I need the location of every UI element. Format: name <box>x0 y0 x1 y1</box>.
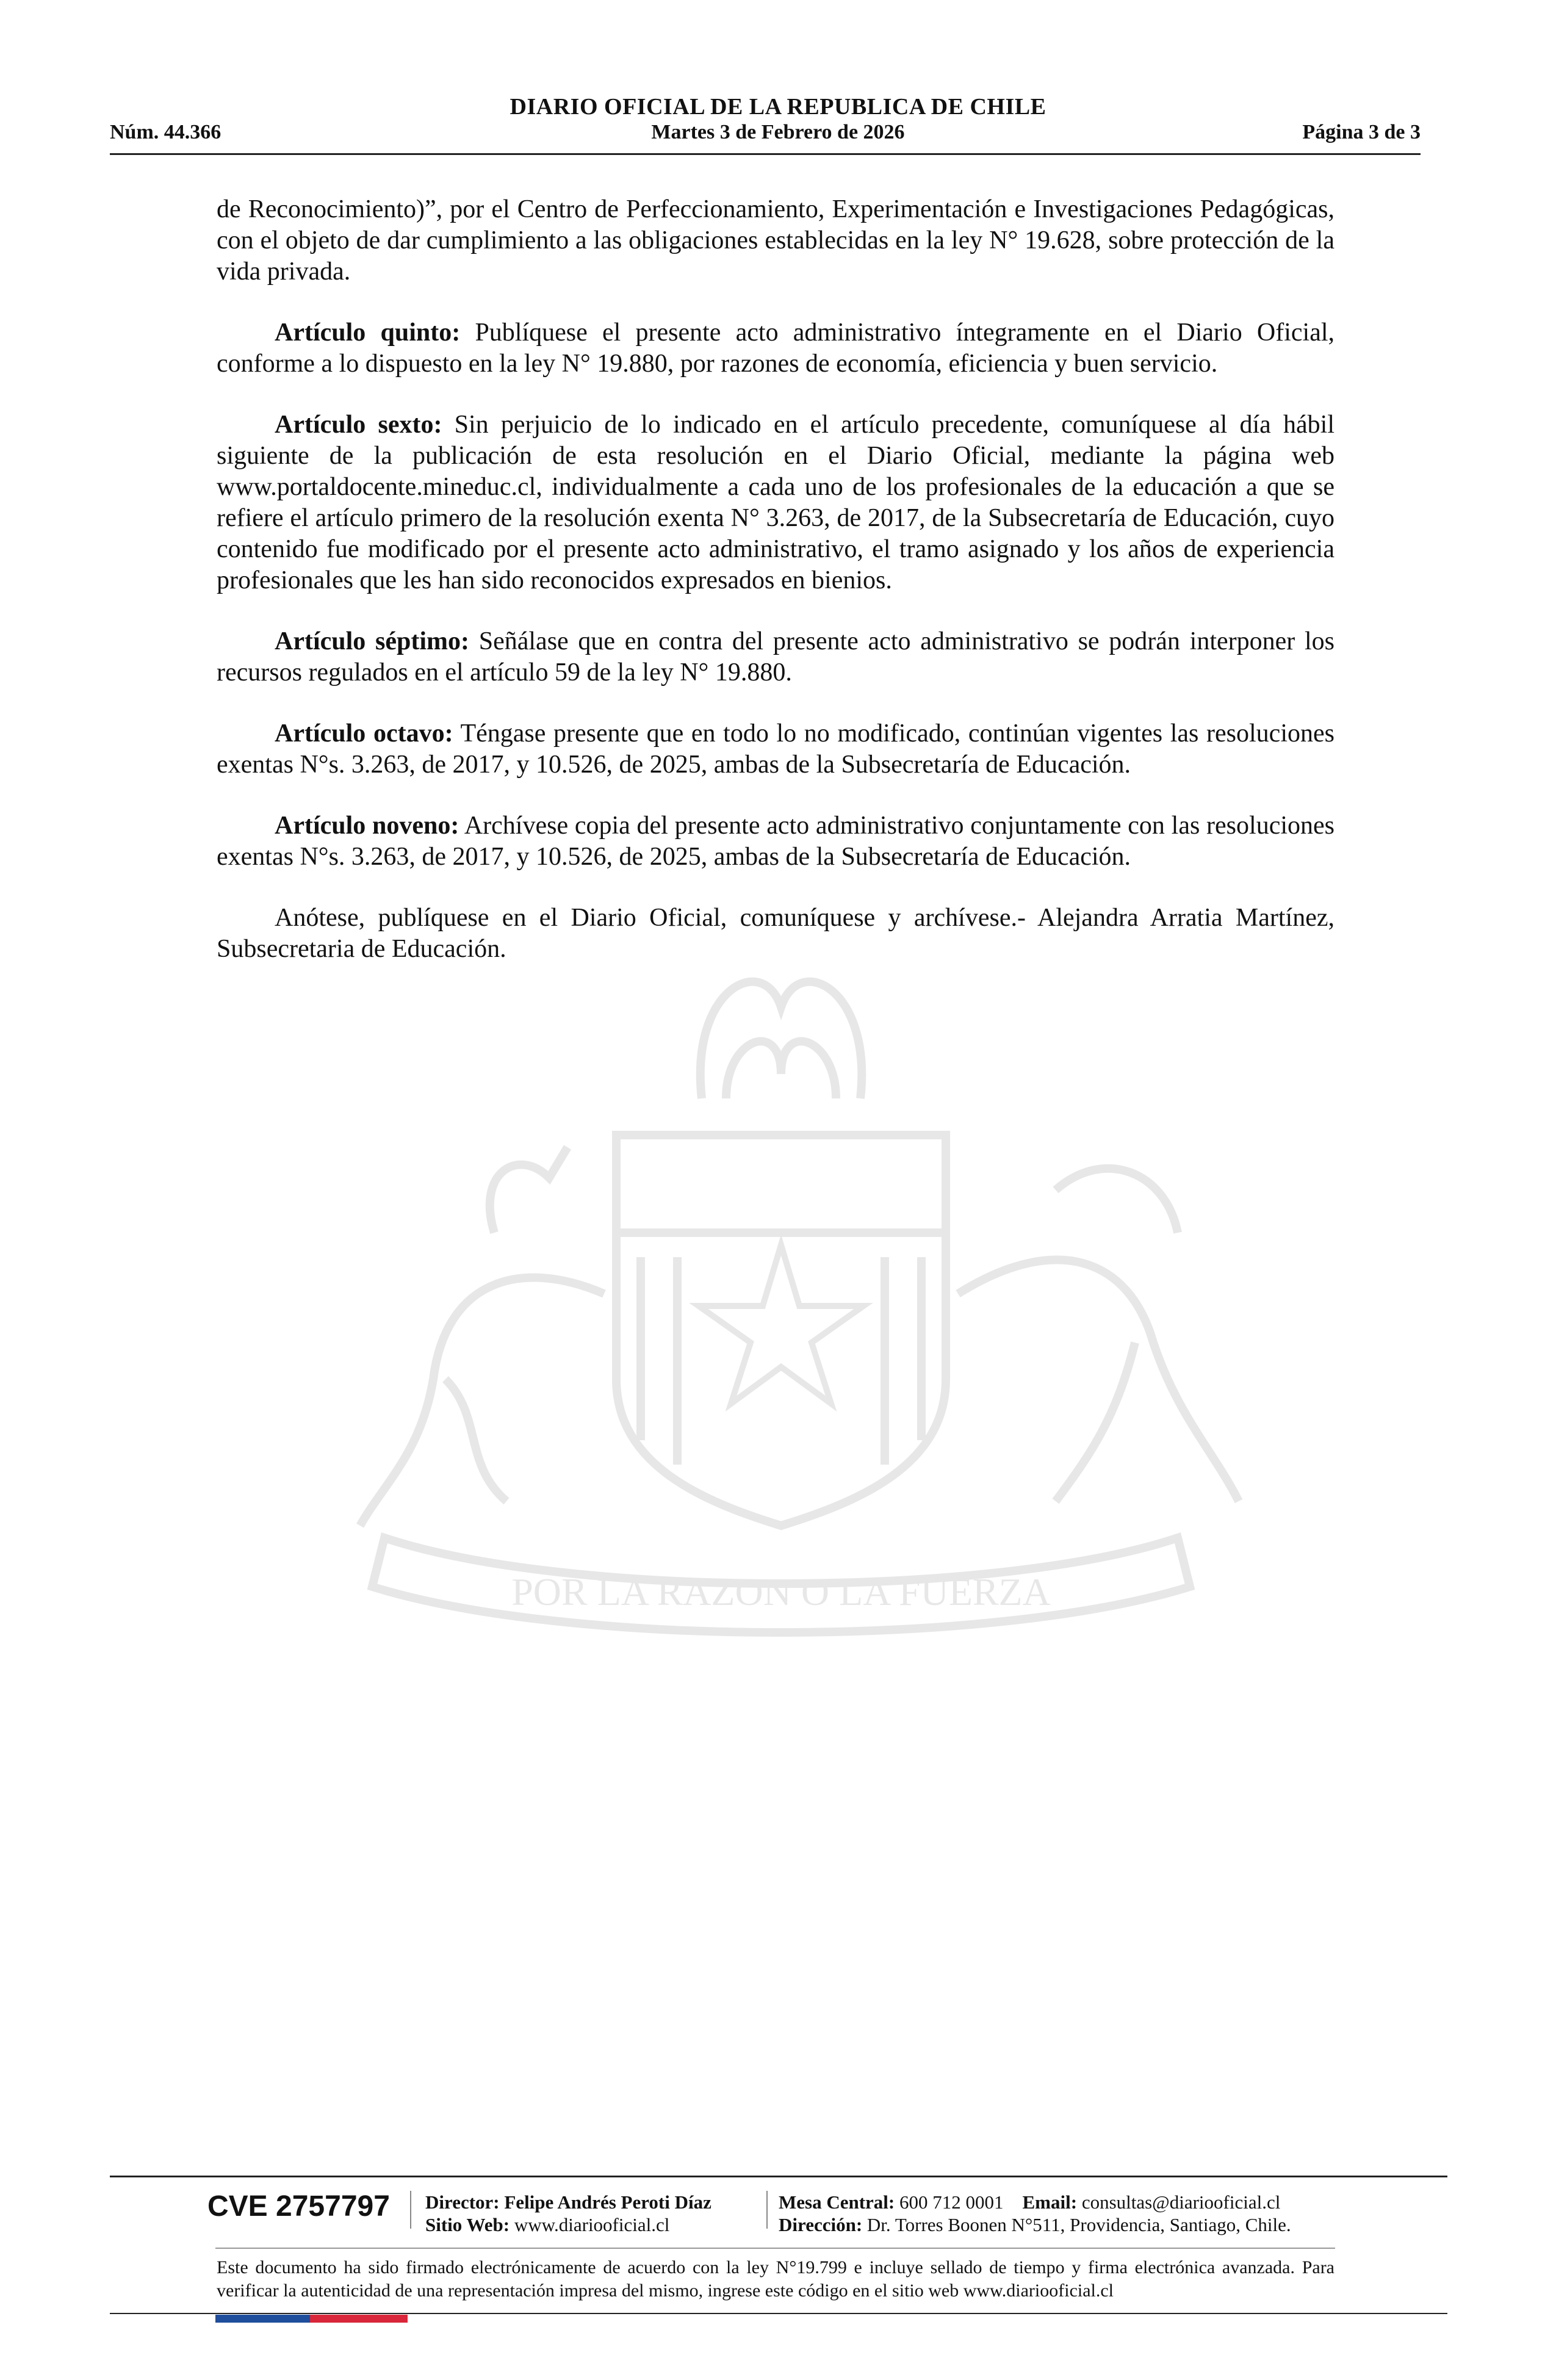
header-divider <box>110 153 1421 155</box>
issue-number: Núm. 44.366 <box>110 121 222 143</box>
flag-blue-segment <box>215 2315 310 2323</box>
article-quinto <box>217 317 1334 380</box>
coat-of-arms-watermark-icon <box>262 915 1300 1678</box>
cve-code: CVE 2757797 <box>207 2190 390 2223</box>
article-text: Publíquese el presente acto administrativo íntegramente en el Diario Oficial, conforme a lo dispuesto en la ley N° 19.880, por razones de economía, eficiencia y buen servicio. <box>217 319 1335 378</box>
document-body <box>217 194 1334 995</box>
article-noveno <box>217 810 1334 873</box>
article-text: Téngase presente que en todo lo no modificado, continúan vigentes las resoluciones exentas N°s. 3.263, de 2017, y 10.526, de 2025, ambas de la Subsecretaría de Educación. <box>217 719 1334 779</box>
email-label: Email: <box>1022 2191 1078 2213</box>
article-heading: Artículo quinto: <box>275 319 461 347</box>
article-text: Sin perjuicio de lo indicado en el artículo precedente, comuníquese al día hábil siguiente de la publicación de esta resolución en el Diario Oficial, mediante la página web www.portaldocente.mineduc.cl, individualmente a cada uno de los profesionales de la educación a que se refiere el artículo primero de la resolución exenta N° 3.263, de 2017, de la Subsecretaría de Educación, cuyo contenido fue modificado por el presente acto administrativo, el tramo asignado y los años de experiencia profesionales que les han sido reconocidos expresados en bienios. <box>217 411 1334 594</box>
article-heading: Artículo noveno: <box>275 812 459 840</box>
article-sexto <box>217 409 1334 596</box>
footer-divider-mid <box>215 2248 1335 2249</box>
flag-color-bar <box>215 2315 408 2323</box>
article-heading: Artículo sexto: <box>275 411 442 439</box>
footer-divider-bottom <box>110 2313 1447 2314</box>
watermark-motto: POR LA RAZON O LA FUERZA <box>511 1570 1051 1614</box>
newspaper-title: DIARIO OFICIAL DE LA REPUBLICA DE CHILE <box>510 94 1046 120</box>
footer-contact-block <box>779 2191 1291 2236</box>
paragraph-intro: de Reconocimiento)”, por el Centro de Perfeccionamiento, Experimentación e Investigaciones Pedagógicas, con el objeto de dar cumplimiento a las obligaciones establecidas en la ley N° 19.628, sobre protección de la vida privada. <box>217 195 1334 286</box>
footer-separator <box>410 2191 411 2229</box>
email-link[interactable]: consultas@diariooficial.cl <box>1081 2191 1281 2213</box>
article-text: Archívese copia del presente acto administrativo conjuntamente con las resoluciones exentas N°s. 3.263, de 2017, y 10.526, de 2025, ambas de la Subsecretaría de Educación. <box>217 812 1334 871</box>
article-septimo <box>217 626 1334 688</box>
director-label: Director: <box>425 2191 500 2213</box>
footer-divider-top <box>110 2176 1447 2177</box>
article-text: Señálase que en contra del presente acto administrativo se podrán interponer los recursos regulados en el artículo 59 de la ley N° 19.880. <box>217 627 1334 687</box>
director-name: Felipe Andrés Peroti Díaz <box>504 2191 711 2213</box>
article-heading: Artículo séptimo: <box>275 627 470 655</box>
closing-paragraph: Anótese, publíquese en el Diario Oficial, comuníquese y archívese.- Alejandra Arratia Martínez, Subsecretaria de Educación. <box>217 904 1334 963</box>
phone-label: Mesa Central: <box>779 2191 895 2213</box>
signature-note: Este documento ha sido firmado electrónicamente de acuerdo con la ley N°19.799 e incluye sellado de tiempo y firma electrónica avanzada. Para verificar la autenticidad de una representación impresa del mismo, ingrese este código en el sitio web www.diariooficial.cl <box>217 2257 1334 2301</box>
article-octavo <box>217 718 1334 781</box>
website-link[interactable]: www.diariooficial.cl <box>514 2214 670 2235</box>
footer-director-block <box>425 2191 711 2236</box>
address-label: Dirección: <box>779 2214 863 2235</box>
footer-separator <box>766 2191 768 2229</box>
article-heading: Artículo octavo: <box>275 719 453 748</box>
page-indicator: Página 3 de 3 <box>1302 121 1421 143</box>
address-text: Dr. Torres Boonen N°511, Providencia, Santiago, Chile. <box>866 2214 1291 2235</box>
phone-number: 600 712 0001 <box>899 2191 1004 2213</box>
website-label: Sitio Web: <box>425 2214 510 2235</box>
issue-date: Martes 3 de Febrero de 2026 <box>651 121 905 143</box>
flag-red-segment <box>310 2315 408 2323</box>
